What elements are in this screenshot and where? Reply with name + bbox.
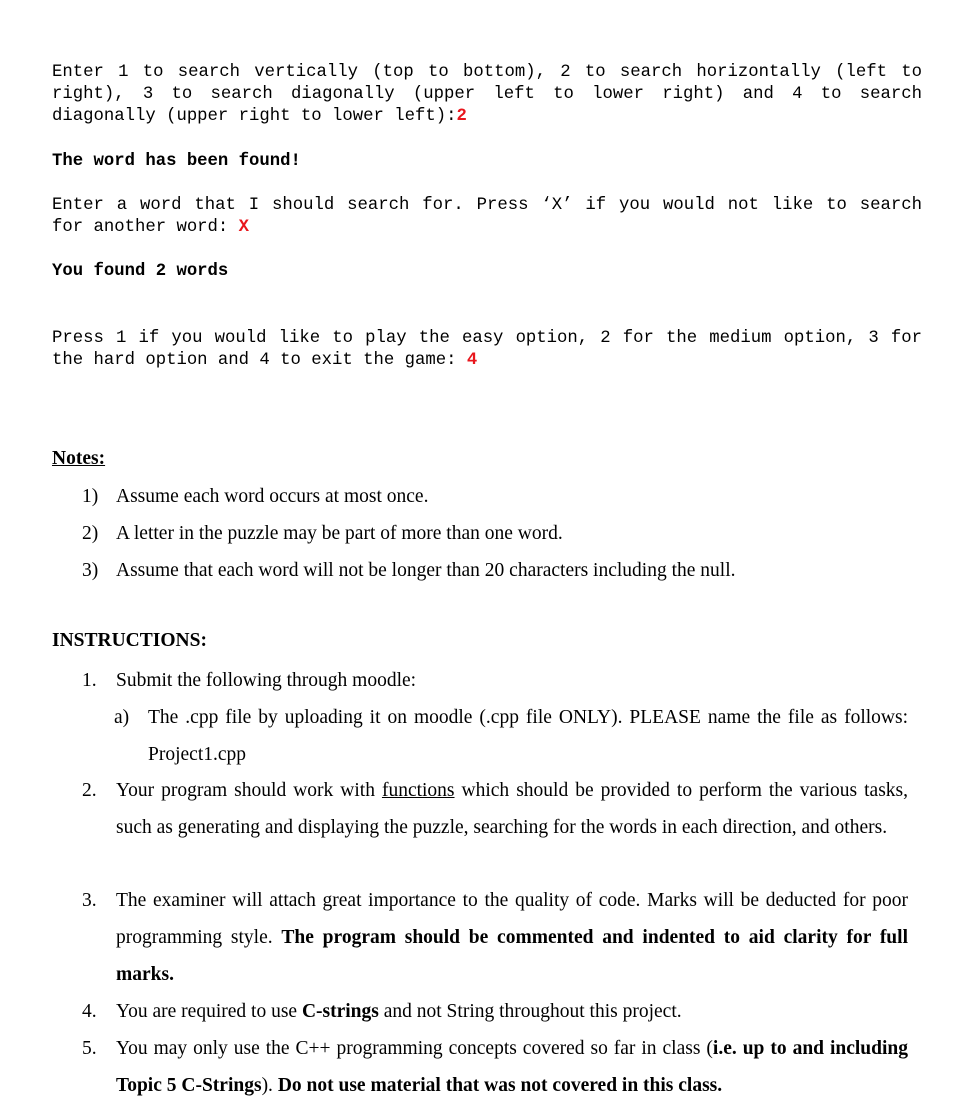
instruction-text (116, 1030, 908, 1104)
menu-input: 4 (466, 351, 478, 370)
text-run: and not String throughout this project. (378, 1001, 682, 1022)
bold-run: i.e. up to and including Topic 5 C-Strings (116, 1038, 909, 1096)
word-prompt-text: Enter a word that I should search for. Press ‘X’ if you would not like to search for another word: (52, 196, 933, 237)
bold-run: C-strings (301, 1001, 379, 1022)
instruction-text (116, 882, 908, 993)
text-run: You may only use the C++ programming concepts covered so far in class ( (116, 1038, 713, 1059)
note-text: A letter in the puzzle may be part of more than one word. (116, 523, 563, 544)
instructions-heading: INSTRUCTIONS: (52, 630, 207, 651)
word-input: X (238, 218, 250, 237)
instruction-item-2 (82, 772, 908, 846)
text-run: You are required to use (116, 1001, 302, 1022)
instruction-subitem-a (114, 699, 908, 773)
instruction-text: Submit the following through moodle: (116, 670, 417, 691)
instruction-item-5 (82, 1030, 908, 1104)
word-prompt (52, 195, 933, 239)
instruction-number: 4. (82, 1001, 97, 1022)
note-item (82, 478, 908, 515)
text-run: ). (261, 1075, 278, 1096)
instruction-number: 2. (82, 780, 97, 801)
note-text: Assume that each word will not be longer than 20 characters including the null. (116, 560, 736, 581)
text-run: Your program should work with (116, 780, 382, 801)
direction-input: 2 (456, 107, 467, 126)
bold-run: The program should be commented and indented to aid clarity for full marks. (116, 927, 908, 985)
found-message: The word has been found! (52, 152, 301, 171)
text-run: which should be provided to perform the various tasks, such as generating and displaying the puzzle, searching for the words in each direction, and others. (116, 780, 908, 838)
menu-prompt-text: Press 1 if you would like to play the easy option, 2 for the medium option, 3 for the hard option and 4 to exit the game: (52, 329, 933, 370)
note-item (82, 515, 908, 552)
functions-term: functions (381, 780, 455, 801)
direction-prompt (52, 62, 933, 128)
note-item (82, 552, 908, 589)
instruction-number: a) (114, 707, 130, 728)
instruction-item-4 (82, 993, 908, 1030)
note-number: 1) (82, 486, 99, 507)
instruction-item-1 (82, 662, 908, 699)
instruction-text (116, 993, 908, 1030)
menu-prompt (52, 328, 933, 372)
instruction-number: 5. (82, 1038, 97, 1059)
direction-prompt-text: Enter 1 to search vertically (top to bottom), 2 to search horizontally (left to right), 3 to search diagonally (upper left to lower right) and 4 to search diagonally (upper right to lower left): (52, 63, 933, 126)
notes-heading: Notes: (52, 448, 106, 469)
note-number: 3) (82, 560, 99, 581)
instruction-text (116, 772, 908, 846)
instruction-item-3 (82, 882, 908, 993)
count-message: You found 2 words (52, 262, 229, 281)
text-run: The examiner will attach great importance to the quality of code. Marks will be deducted for poor programming style. (116, 890, 908, 948)
note-text: Assume each word occurs at most once. (116, 486, 429, 507)
instruction-number: 1. (82, 670, 97, 691)
bold-run: Do not use material that was not covered in this class. (277, 1075, 723, 1096)
note-number: 2) (82, 523, 99, 544)
instruction-text: The .cpp file by uploading it on moodle (.cpp file ONLY). PLEASE name the file as follows: Project1.cpp (148, 707, 908, 765)
instruction-number: 3. (82, 890, 97, 911)
